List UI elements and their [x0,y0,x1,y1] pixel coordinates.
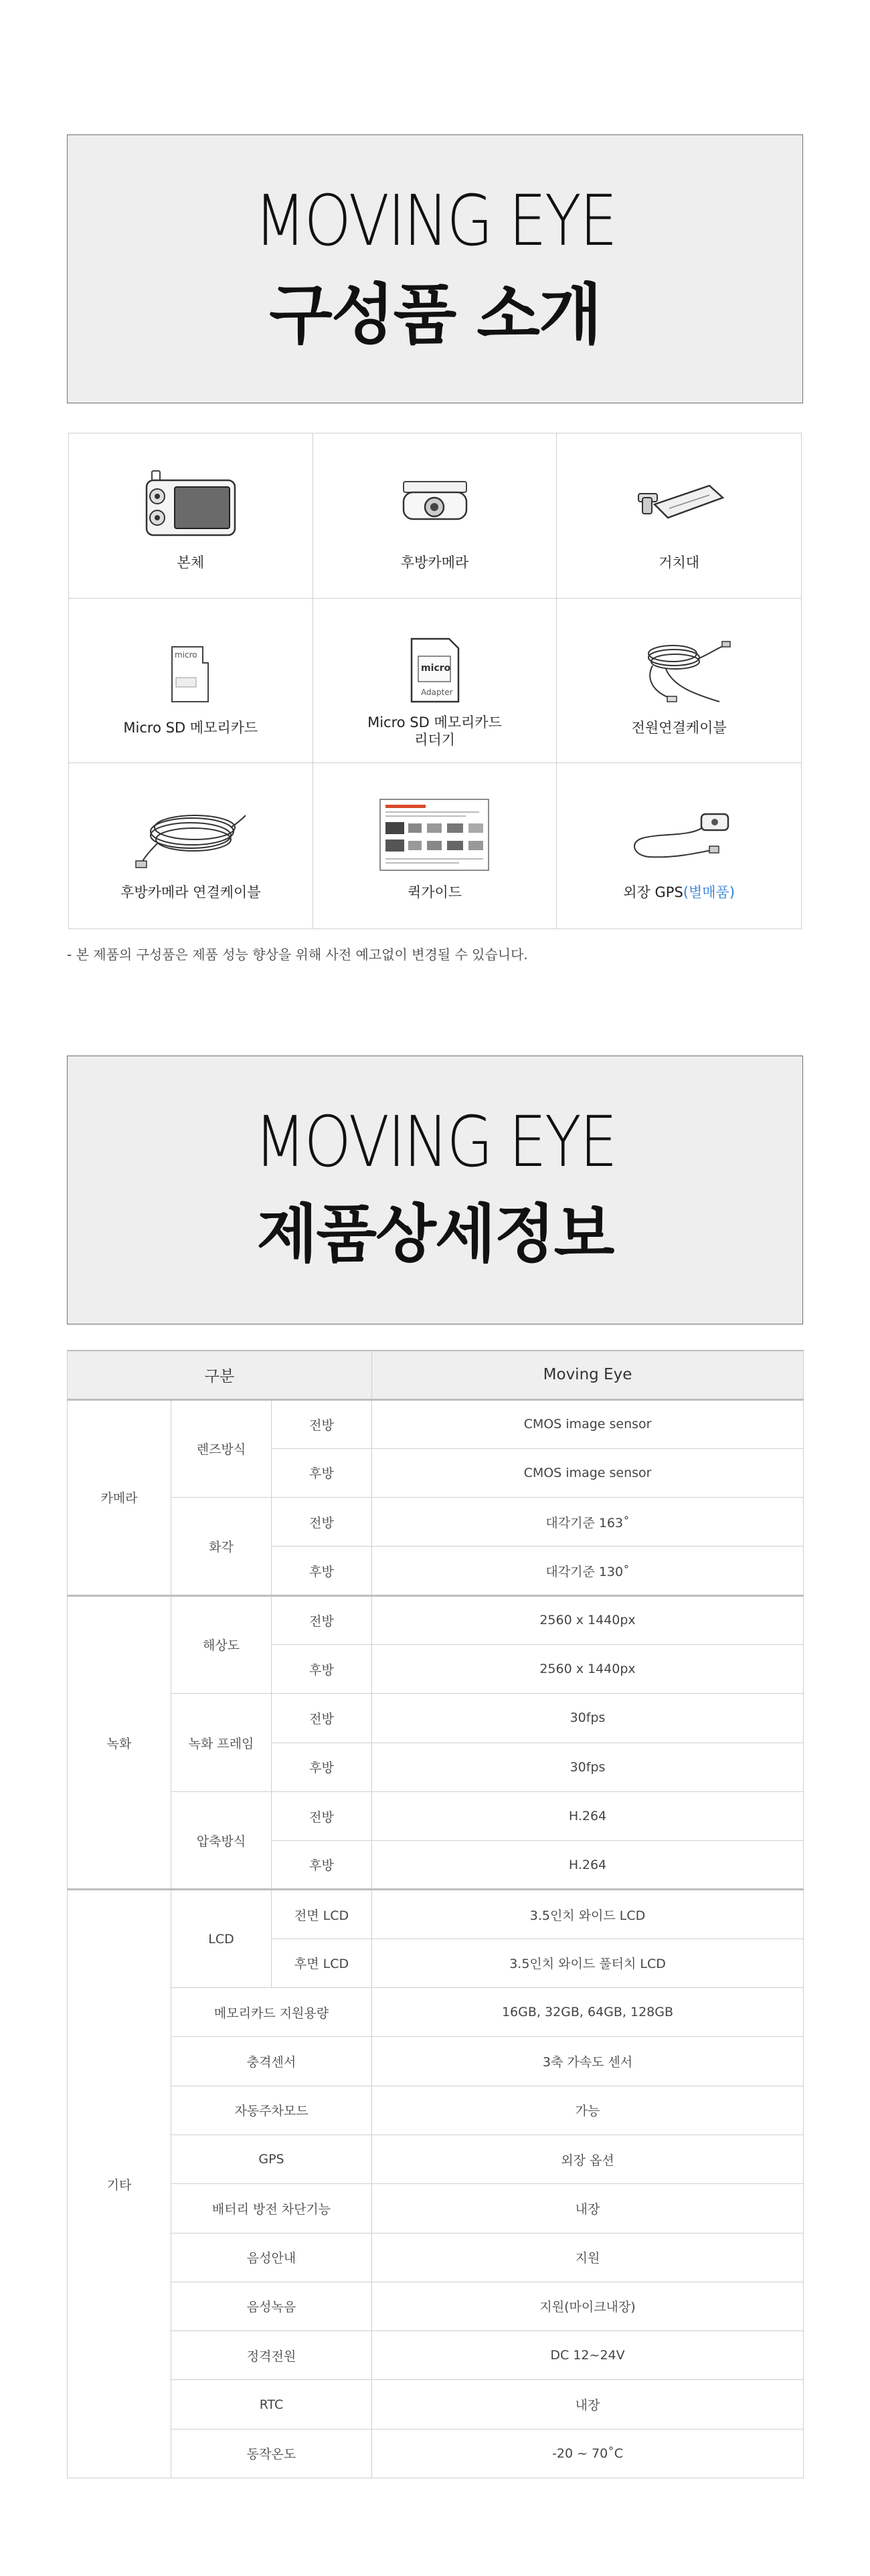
table-row [68,2331,804,2380]
row-label-power: 정격전원 [171,2331,372,2380]
value-temperature: -20 ~ 70˚C [372,2429,804,2478]
component-label: Micro SD 메모리카드 [123,719,258,736]
group-camera: 카메라 [68,1399,171,1595]
sold-separately-badge: (별매품) [683,884,735,901]
row-label-voice-record: 음성녹음 [171,2282,372,2331]
component-item-mount [557,433,801,599]
section-title-specs: 제품상세정보 [256,1198,614,1271]
rear-cable-icon [130,797,251,877]
table-row [68,2086,804,2135]
header-model: Moving Eye [372,1351,804,1399]
component-label-line1: Micro SD 메모리카드 [367,714,502,730]
sub-label-front: 전방 [272,1694,372,1743]
brand-title: MOVING EYE [254,1101,616,1183]
component-item-rear-cable [69,763,313,928]
table-row [68,2037,804,2086]
rear-camera-icon [394,467,474,540]
component-item-micro-sd [69,599,313,764]
micro-sd-card-icon [164,632,217,706]
row-label-lcd: LCD [171,1890,272,1988]
value-voice-guide: 지원 [372,2233,804,2282]
component-item-gps [557,763,801,928]
row-label-voice-guide: 음성안내 [171,2233,372,2282]
table-row [68,1498,804,1547]
table-row [68,1399,804,1448]
component-label: 후방카메라 [400,555,469,571]
table-row [68,1595,804,1644]
row-label-rtc: RTC [171,2380,372,2429]
component-item-body [69,433,313,599]
sub-label-rear: 후방 [272,1547,372,1595]
row-label-memory: 메모리카드 지원용량 [171,1988,372,2037]
value-rtc: 내장 [372,2380,804,2429]
sub-label-rear: 후방 [272,1841,372,1890]
value-battery: 내장 [372,2184,804,2233]
row-label-resolution: 해상도 [171,1595,272,1694]
sub-label-rear: 후방 [272,1743,372,1791]
component-label [313,714,557,749]
value-gps: 외장 옵션 [372,2135,804,2183]
value-codec-front: H.264 [372,1791,804,1840]
component-label-line2: 리더기 [414,731,455,748]
row-label-parking: 자동주차모드 [171,2086,372,2135]
row-label-codec: 압축방식 [171,1791,272,1890]
row-label-fps: 녹화 프레임 [171,1694,272,1792]
sub-label-front: 전방 [272,1595,372,1644]
component-label: 본체 [177,555,205,571]
component-label: 거치대 [659,555,700,571]
section-title-components: 구성품 소개 [269,277,601,353]
value-angle-front: 대각기준 163˚ [372,1498,804,1547]
table-row [68,1890,804,1939]
value-parking: 가능 [372,2086,804,2135]
components-hero-banner [67,134,803,403]
svg-text:micro: micro [421,662,451,674]
components-grid [68,433,802,929]
table-row [68,2233,804,2282]
table-header-row [68,1351,804,1399]
gps-module-icon [622,797,736,870]
component-label [557,884,801,901]
table-row [68,2429,804,2478]
value-angle-rear: 대각기준 130˚ [372,1547,804,1595]
spec-table [67,1350,804,2478]
value-power: DC 12~24V [372,2331,804,2380]
component-label: 퀵가이드 [407,884,462,901]
group-etc: 기타 [68,1890,171,2478]
mount-bracket-icon [629,467,729,540]
component-item-power-cable [557,599,801,764]
row-label-lens: 렌즈방식 [171,1399,272,1498]
value-lcd-rear: 3.5인치 와이드 풀터치 LCD [372,1939,804,1987]
value-memory: 16GB, 32GB, 64GB, 128GB [372,1988,804,2037]
row-label-temperature: 동작온도 [171,2429,372,2478]
sub-label-front: 전방 [272,1399,372,1448]
value-res-front: 2560 x 1440px [372,1595,804,1644]
quick-guide-icon [377,797,491,874]
value-fps-rear: 30fps [372,1743,804,1791]
table-row [68,2135,804,2183]
sub-label-rear: 후방 [272,1644,372,1693]
table-row [68,1694,804,1743]
component-item-rear-camera [313,433,557,599]
component-label-text: 외장 GPS [623,884,683,901]
table-row [68,1791,804,1840]
sub-label-lcd-front: 전면 LCD [272,1890,372,1939]
component-item-quick-guide [313,763,557,928]
svg-text:Adapter: Adapter [421,687,454,697]
table-row [68,2380,804,2429]
group-record: 녹화 [68,1595,171,1890]
component-label: 전원연결케이블 [631,719,727,736]
component-label: 후방카메라 연결케이블 [120,884,261,901]
svg-text:micro: micro [174,650,197,660]
brand-title: MOVING EYE [254,180,616,262]
sub-label-lcd-rear: 후면 LCD [272,1939,372,1987]
power-cable-icon [626,632,733,712]
sub-label-rear: 후방 [272,1448,372,1497]
value-lens-front: CMOS image sensor [372,1399,804,1448]
row-label-gsensor: 충격센서 [171,2037,372,2086]
value-gsensor: 3축 가속도 센서 [372,2037,804,2086]
value-fps-front: 30fps [372,1694,804,1743]
table-row [68,1988,804,2037]
row-label-angle: 화각 [171,1498,272,1596]
sd-adapter-icon [401,632,468,706]
value-lens-rear: CMOS image sensor [372,1448,804,1497]
dashcam-body-icon [137,467,244,540]
value-codec-rear: H.264 [372,1841,804,1890]
components-notice: - 본 제품의 구성품은 제품 성능 향상을 위해 사전 예고없이 변경될 수 있습니다. [67,947,528,963]
row-label-battery: 배터리 방전 차단기능 [171,2184,372,2233]
sub-label-front: 전방 [272,1498,372,1547]
row-label-gps: GPS [171,2135,372,2183]
component-item-sd-adapter [313,599,557,764]
specs-hero-banner [67,1056,803,1324]
table-row [68,2184,804,2233]
value-lcd-front: 3.5인치 와이드 LCD [372,1890,804,1939]
header-category: 구분 [68,1351,372,1399]
value-voice-record: 지원(마이크내장) [372,2282,804,2331]
sub-label-front: 전방 [272,1791,372,1840]
value-res-rear: 2560 x 1440px [372,1644,804,1693]
table-row [68,2282,804,2331]
